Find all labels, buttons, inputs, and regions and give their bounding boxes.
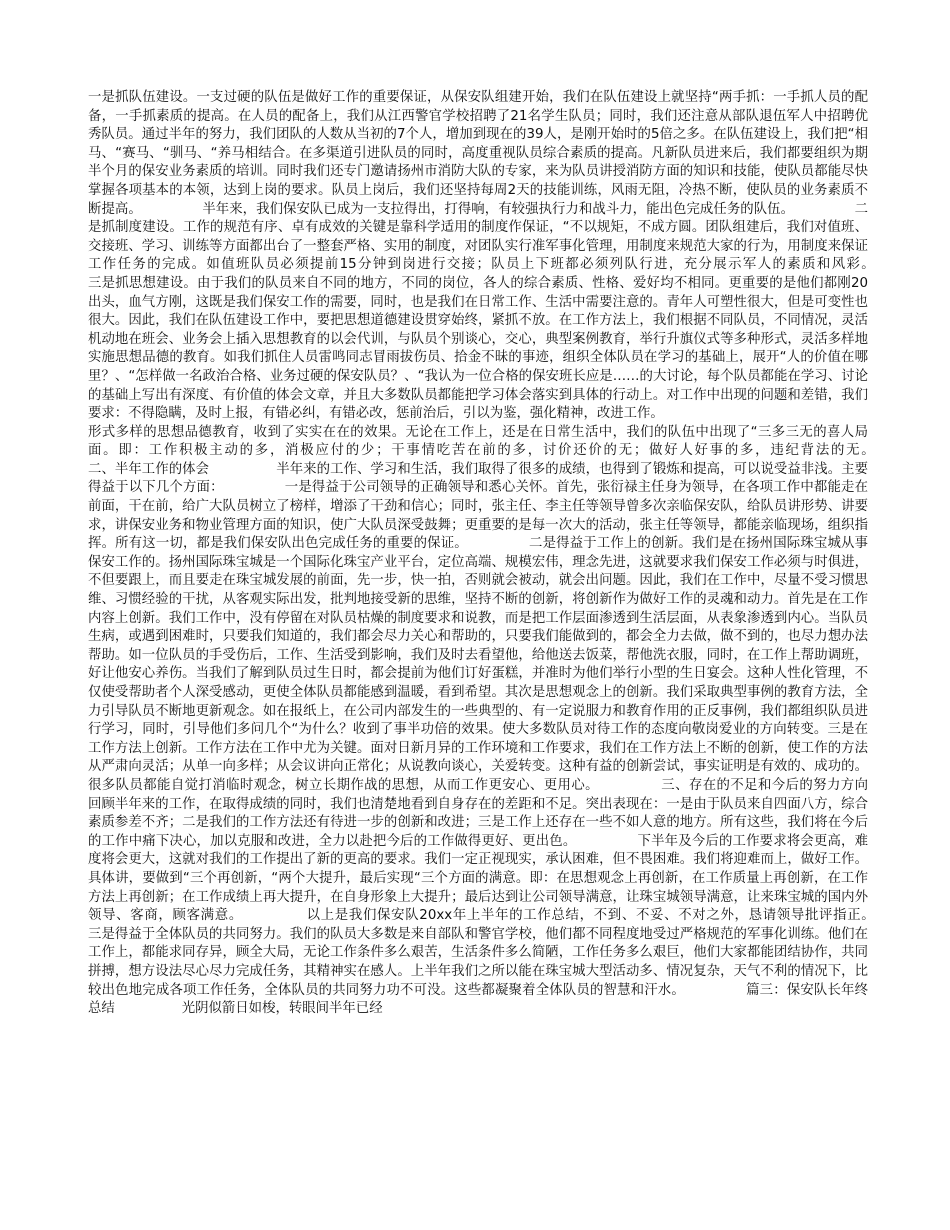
document-body: [88, 89, 949, 1019]
paragraph-1: 一是抓队伍建设。一支过硬的队伍是做好工作的重要保证，从保安队组建开始，我们在队伍建设上就坚持“两手抓：一手抓人员的配备，一手抓素质的提高。在人员的配备上，我们从江西警官学校招聘了21名学生队员；同时，我们还注意从部队退伍军人中招聘优秀队员。通过半年的努力，我们团队的人数从当初的7个人，增加到现在的39人，是刚开始时的5倍之多。在队伍建设上，我们把“相马、“赛马、“驯马、“养马相结合。在多渠道引进队员的同时，高度重视队员综合素质的提高。凡新队员进来后，我们都要组织为期半个月的保安业务素质的培训。同时我们还专门邀请扬州市消防大队的专家，来为队员讲授消防方面的知识和技能，使队员都能尽快掌握各项基本的本领，达到上岗的要求。队员上岗后，我们还坚持每周2天的技能训练，风雨无阻，冷热不断，使队员的业务素质不断提高。 半年来，我们保安队已成为一支拉得出，打得响，有较强执行力和战斗力，能出色完成任务的队伍。 二是抓制度建设。工作的规范有序、卓有成效的关键是靠科学适用的制度作保证，“不以规矩，不成方圆。团队组建后，我们对值班、交接班、学习、训练等方面都出台了一整套严格、实用的制度，对团队实行准军事化管理，用制度来规范大家的行为，用制度来保证工作任务的完成。如值班队员必须提前15分钟到岗进行交接；队员上下班都必须列队行进，充分展示军人的素质和风彩。 三是抓思想建设。由于我们的队员来自不同的地方，不同的岗位，各人的综合素质、性格、爱好均不相同。更重要的是他们都刚20出头，血气方刚，这既是我们保安工作的需要，同时，也是我们在日常工作、生活中需要注意的。青年人可塑性很大，但是可变性也很大。因此，我们在队伍建设工作中，要把思想道德建设贯穿始终，紧抓不放。在工作方法上，我们根据不同队员，不同情况，灵活机动地在班会、业务会上插入思想教育的以会代训，与队员个别谈心，交心，典型案例教育，举行升旗仪式等多种形式，灵活多样地实施思想品德的教育。如我们抓住人员雷鸣同志冒雨拔伤员、拾金不昧的事迹，组织全体队员在学习的基础上，展开“人的价值在哪里？、“怎样做一名政治合格、业务过硬的保安队员？、“我认为一位合格的保安班长应是……的大讨论，每个队员都能在学习、讨论的基础上写出有深度、有价值的体会文章，并且大多数队员都能把学习体会落实到具体的行动上。对工作中出现的问题和差错，我们要求：不得隐瞒，及时上报，有错必纠，有错必改，惩前治后，引以为鉴，强化精神，改进工作。: [88, 90, 949, 422]
paragraph-2: 形式多样的思想品德教育，收到了实实在在的效果。无论在工作上，还是在日常生活中，我们的队伍中出现了“三多三无的喜人局面。即：工作积极主动的多，消极应付的少；干事情吃苦在前的多，讨价还价的无；做好人好事的多，违纪背法的无。 二、半年工作的体会 半年来的工作、学习和生活，我们取得了很多的成绩，也得到了锻炼和提高，可以说受益非浅。主要得益于以下几个方面： 一是得益于公司领导的正确领导和悉心关怀。首先，张衍禄主任身为领导，在各项工作中都能走在前面，干在前，给广大队员树立了榜样，增添了干劲和信心；同时，张主任、李主任等领导曾多次亲临保安队，给队员讲形势、讲要求，讲保安业务和物业管理方面的知识，使广大队员深受鼓舞；更重要的是每一次大的活动，张主任等领导，都能亲临现场，组织指挥。所有这一切，都是我们保安队出色完成任务的重要的保证。 二是得益于工作上的创新。我们是在扬州国际珠宝城从事保安工作的。扬州国际珠宝城是一个国际化珠宝产业平台，定位高端、规模宏伟，理念先进，这就要求我们保安工作必须与时俱进，不但要跟上，而且要走在珠宝城发展的前面，先一步，快一拍，否则就会被动，就会出问题。因此，我们在工作中，尽量不受习惯思维、习惯经验的干扰，从客观实际出发，批判地接受新的思维，坚持不断的创新，将创新作为做好工作的灵魂和动力。首先是在工作内容上创新。我们工作中，没有停留在对队员枯燥的制度要求和说教，而是把工作层面渗透到生活层面，从表象渗透到内心。当队员生病，或遇到困难时，只要我们知道的，我们都会尽力关心和帮助的，只要我们能做到的，都会全力去做，做不到的，也尽力想办法帮助。如一位队员的手受伤后，工作、生活受到影响，我们及时去看望他，给他送去饭菜，帮他洗衣服，同时，在工作上帮助调班，好让他安心养伤。当我们了解到队员过生日时，都会提前为他们订好蛋糕，并准时为他们举行小型的生日宴会。这种人性化管理，不仅使受帮助者个人深受感动，更使全体队员都能感到温暖，看到希望。其次是思想观念上的创新。我们采取典型事例的教育方法，全力引导队员不断地更新观念。如在报纸上，在公司内部发生的一些典型的、有一定说服力和教育作用的正反事例，我们都组织队员进行学习，同时，引导他们多问几个“为什么？收到了事半功倍的效果。使大多数队员对待工作的态度向敬岗爱业的方向转变。三是在工作方法上创新。工作方法在工作中尤为关键。面对日新月异的工作环境和工作要求，我们在工作方法上不断的创新，使工作的方法从严肃向灵活；从单一向多样；从会议讲向正常化；从说教向谈心，关爱转变。这种有益的创新尝试，事实证明是有效的、成功的。很多队员都能自觉打消临时观念，树立长期作战的思想，从而工作更安心、更用心。 三、存在的不足和今后的努力方向 回顾半年来的工作，在取得成绩的同时，我们也清楚地看到自身存在的差距和不足。突出表现在：一是由于队员来自四面八方，综合素质参差不齐；二是我们的工作方法还有待进一步的创新和改进；三是工作上还存在一些不如人意的地方。所有这些，我们将在今后的工作中痛下决心，加以克服和改进，全力以赴把今后的工作做得更好、更出色。 下半年及今后的工作要求将会更高，难度将会更大，这就对我们的工作提出了新的更高的要求。我们一定正视现实，承认困难，但不畏困难。我们将迎难而上，做好工作。具体讲，要做到“三个再创新，“两个大提升，最后实现“三个方面的满意。即：在思想观念上再创新，在工作质量上再创新，在工作方法上再创新；在工作成绩上再大提升，在自身形象上大提升；最后达到让公司领导满意，让珠宝城领导满意，让来珠宝城的国内外领导、客商，顾客满意。 以上是我们保安队20xx年上半年的工作总结，不到、不妥、不对之外，恳请领导批评指正。 三是得益于全体队员的共同努力。我们的队员大多数是来自部队和警官学校，他们都不同程度地受过严格规范的军事化训练。他们在工作上，都能求同存异，顾全大局，无论工作条件多么艰苦，生活条件多么简陋，工作任务多么艰巨，他们大家都能团结协作，共同拼搏，想方设法尽心尽力完成任务，其精神实在感人。上半年我们之所以能在珠宝城大型活动多、情况复杂，天气不利的情况下，比较出色地完成各项工作任务，全体队员的共同努力功不可没。这些都凝聚着全体队员的智慧和汗水。 篇三：保安队长年终总结 光阴似箭日如梭，转眼间半年已经: [88, 424, 935, 1017]
